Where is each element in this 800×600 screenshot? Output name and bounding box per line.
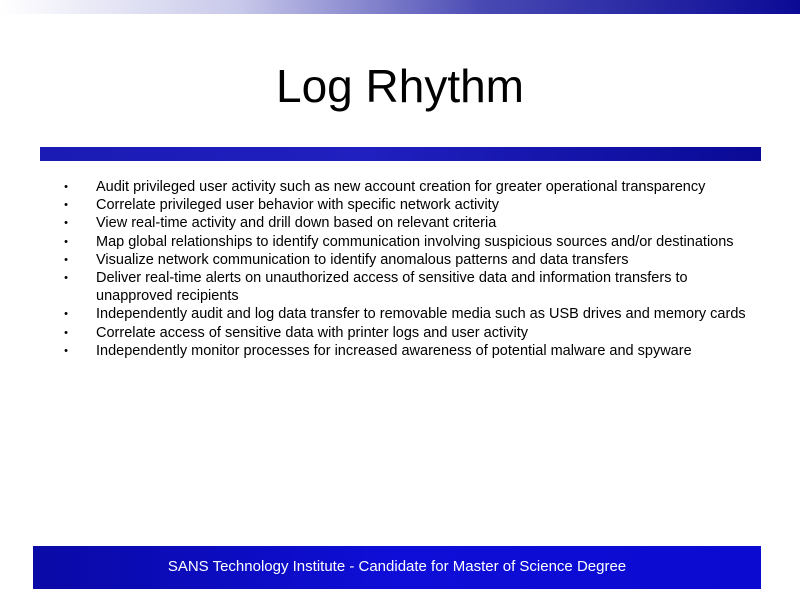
bullet-item [56,178,746,196]
bullet-item [56,305,746,323]
top-gradient-bar [0,0,800,14]
bullet-item [56,251,746,269]
bullet-text: Independently monitor processes for increased awareness of potential malware and spyware [96,342,692,359]
bullet-icon: • [64,272,68,285]
bullet-icon: • [64,326,68,339]
bullet-item [56,233,746,251]
bullet-text: Independently audit and log data transfer to removable media such as USB drives and memory cards [96,306,746,323]
bullet-item [56,324,746,342]
bullet-item [56,269,746,305]
slide-title: Log Rhythm [275,60,524,112]
footer-bar [33,546,761,589]
bullet-icon: • [64,199,68,212]
bullet-text: View real-time activity and drill down based on relevant criteria [96,215,497,232]
bullet-item [56,214,746,232]
bullet-icon: • [64,253,68,266]
bullet-icon: • [64,344,68,357]
bullet-icon: • [64,235,68,248]
bullet-text: Visualize network communication to identify anomalous patterns and data transfers [96,251,629,268]
bullet-icon: • [64,217,68,230]
bullet-text: Audit privileged user activity such as new account creation for greater operational transparency [96,179,706,195]
bullet-text: Map global relationships to identify communication involving suspicious sources and/or destinations [96,233,734,250]
title-divider-bar [40,147,761,161]
bullet-text: Correlate privileged user behavior with specific network activity [96,197,499,214]
bullet-text: Deliver real-time alerts on unauthorized access of sensitive data and information transfers to unapproved recipients [96,270,688,305]
footer-text: SANS Technology Institute - Candidate for Master of Science Degree [167,558,627,575]
bullet-list [56,178,746,360]
bullet-item [56,342,746,360]
bullet-item [56,196,746,214]
bullet-text: Correlate access of sensitive data with printer logs and user activity [96,324,528,341]
bullet-icon: • [64,181,68,193]
bullet-icon: • [64,308,68,321]
